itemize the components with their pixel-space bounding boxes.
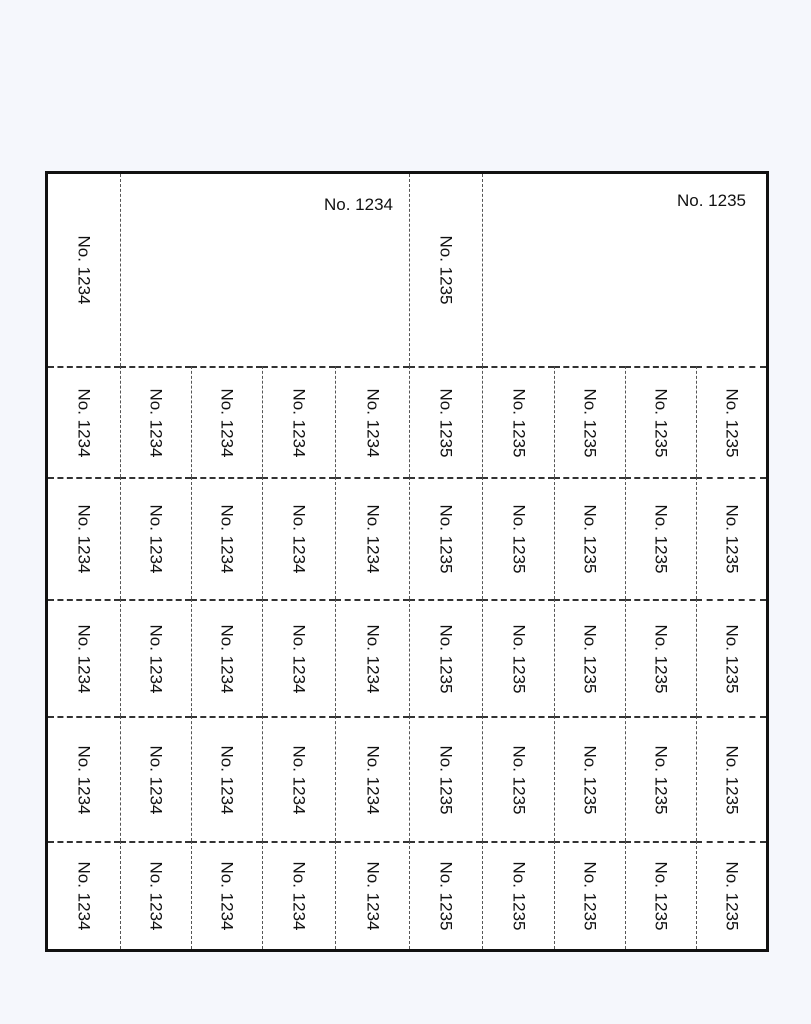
ticket-cell (335, 366, 409, 477)
ticket-number-label: No. 1234 (217, 504, 237, 574)
ticket-cell (120, 841, 191, 949)
ticket-number-label: No. 1235 (580, 861, 600, 931)
ticket-cell (482, 366, 554, 477)
ticket-cell (48, 366, 120, 477)
ticket-number-label: No. 1234 (363, 624, 382, 693)
left-stub-header (48, 174, 120, 366)
ticket-number-label: No. 1235 (509, 388, 528, 457)
ticket-number-label: No. 1234 (363, 504, 382, 574)
ticket-cell (335, 841, 409, 949)
stub-number-label: No. 1235 (436, 235, 456, 305)
ticket-number-label: No. 1234 (146, 624, 166, 693)
left-ticket-header (120, 174, 409, 366)
ticket-number-label: No. 1235 (436, 504, 456, 574)
ticket-number-label: No. 1234 (146, 861, 166, 931)
ticket-cell (482, 477, 554, 599)
ticket-number-label: No. 1234 (324, 195, 393, 214)
ticket-cell (696, 599, 766, 716)
ticket-number-label: No. 1235 (677, 191, 746, 210)
ticket-number-label: No. 1235 (651, 388, 671, 457)
ticket-cell (335, 477, 409, 599)
ticket-cell (625, 716, 696, 841)
ticket-number-label: No. 1235 (722, 624, 741, 693)
ticket-cell (120, 599, 191, 716)
ticket-number-label: No. 1235 (580, 624, 600, 693)
ticket-cell (191, 716, 262, 841)
ticket-cell (262, 366, 335, 477)
ticket-cell (120, 366, 191, 477)
ticket-number-label: No. 1234 (74, 504, 94, 574)
ticket-cell (409, 477, 482, 599)
ticket-number-label: No. 1234 (289, 745, 309, 814)
ticket-number-label: No. 1235 (722, 861, 741, 931)
ticket-cell (696, 841, 766, 949)
ticket-cell (482, 716, 554, 841)
ticket-number-label: No. 1235 (509, 624, 528, 693)
ticket-number-label: No. 1235 (580, 388, 600, 457)
ticket-number-label: No. 1235 (722, 388, 741, 457)
ticket-number-label: No. 1235 (436, 745, 456, 814)
ticket-number-label: No. 1234 (146, 504, 166, 574)
ticket-cell (409, 366, 482, 477)
ticket-number-label: No. 1235 (436, 861, 456, 931)
ticket-cell (696, 366, 766, 477)
ticket-cell (625, 599, 696, 716)
ticket-cell (120, 477, 191, 599)
ticket-number-label: No. 1235 (651, 861, 671, 931)
ticket-cell (48, 477, 120, 599)
stub-number-label: No. 1234 (74, 235, 94, 305)
ticket-cell (625, 366, 696, 477)
ticket-number-label: No. 1235 (651, 504, 671, 574)
right-stub-header (409, 174, 482, 366)
ticket-cell (696, 716, 766, 841)
ticket-number-label: No. 1234 (74, 745, 94, 814)
ticket-number-label: No. 1234 (146, 388, 166, 457)
right-ticket-header (482, 174, 766, 366)
ticket-cell (335, 599, 409, 716)
ticket-cell (120, 716, 191, 841)
ticket-number-label: No. 1235 (651, 745, 671, 814)
ticket-number-label: No. 1234 (289, 624, 309, 693)
ticket-cell (262, 841, 335, 949)
ticket-sheet (45, 171, 769, 952)
ticket-cell (482, 841, 554, 949)
ticket-number-label: No. 1234 (363, 861, 382, 931)
ticket-cell (554, 366, 625, 477)
ticket-cell (554, 599, 625, 716)
ticket-number-label: No. 1235 (651, 624, 671, 693)
ticket-number-label: No. 1235 (509, 745, 528, 814)
ticket-cell (625, 477, 696, 599)
ticket-number-label: No. 1234 (217, 861, 237, 931)
ticket-number-label: No. 1234 (74, 388, 94, 457)
ticket-number-label: No. 1235 (580, 745, 600, 814)
ticket-cell (554, 477, 625, 599)
ticket-number-label: No. 1234 (217, 624, 237, 693)
ticket-cell (335, 716, 409, 841)
ticket-cell (625, 841, 696, 949)
ticket-cell (191, 841, 262, 949)
ticket-cell (191, 477, 262, 599)
ticket-number-label: No. 1235 (509, 504, 528, 574)
ticket-cell (262, 716, 335, 841)
ticket-cell (262, 477, 335, 599)
ticket-cell (48, 599, 120, 716)
ticket-number-label: No. 1234 (289, 861, 309, 931)
ticket-cell (554, 716, 625, 841)
ticket-number-label: No. 1234 (146, 745, 166, 814)
ticket-number-label: No. 1235 (722, 745, 741, 814)
ticket-cell (191, 366, 262, 477)
ticket-number-label: No. 1235 (436, 624, 456, 693)
ticket-cell (482, 599, 554, 716)
ticket-number-label: No. 1234 (217, 388, 237, 457)
ticket-number-label: No. 1234 (363, 745, 382, 814)
ticket-number-label: No. 1234 (289, 388, 309, 457)
ticket-cell (48, 716, 120, 841)
ticket-cell (409, 841, 482, 949)
ticket-number-label: No. 1234 (217, 745, 237, 814)
ticket-number-label: No. 1234 (289, 504, 309, 574)
ticket-cell (554, 841, 625, 949)
ticket-number-label: No. 1234 (74, 861, 94, 931)
ticket-number-label: No. 1234 (363, 388, 382, 457)
ticket-cell (48, 841, 120, 949)
ticket-number-label: No. 1235 (722, 504, 741, 574)
ticket-cell (262, 599, 335, 716)
ticket-number-label: No. 1235 (580, 504, 600, 574)
ticket-number-label: No. 1234 (74, 624, 94, 693)
ticket-cell (409, 716, 482, 841)
ticket-cell (409, 599, 482, 716)
ticket-number-label: No. 1235 (509, 861, 528, 931)
ticket-cell (191, 599, 262, 716)
ticket-number-label: No. 1235 (436, 388, 456, 457)
ticket-cell (696, 477, 766, 599)
